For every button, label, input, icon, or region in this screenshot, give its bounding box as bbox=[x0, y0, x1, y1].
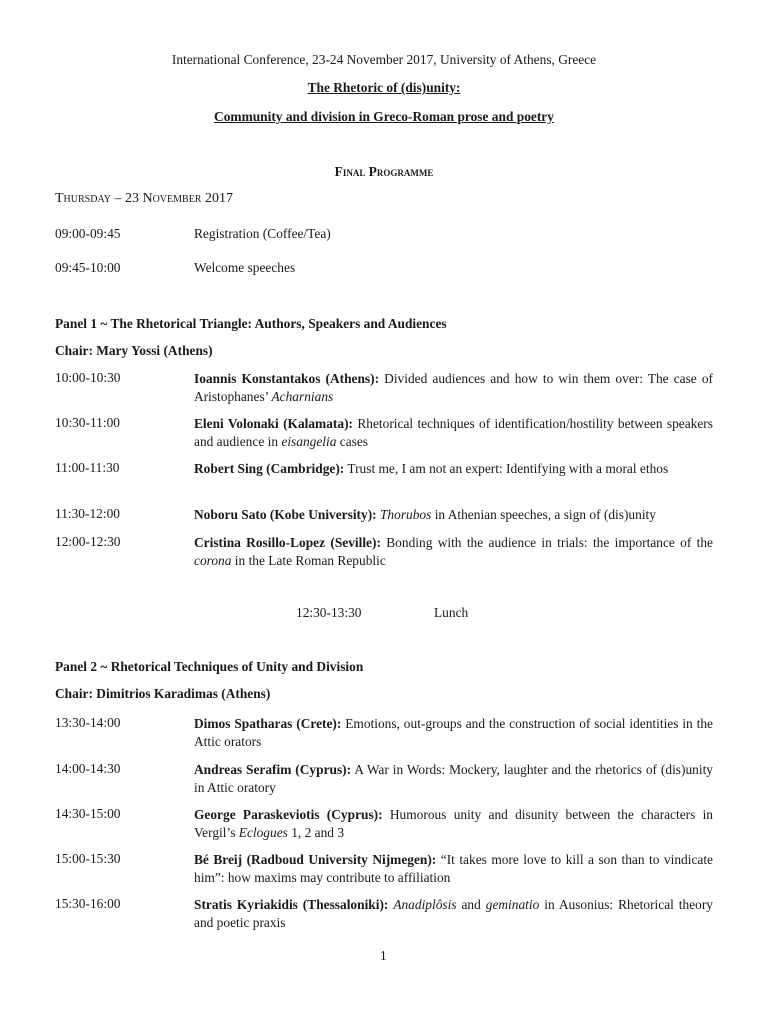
talk-description bbox=[194, 534, 713, 570]
talk-description bbox=[194, 506, 713, 524]
talk-description bbox=[194, 715, 713, 751]
speaker-name: Cristina Rosillo-Lopez (Seville): bbox=[194, 535, 381, 550]
talk-title-end: in the Late Roman Republic bbox=[231, 553, 386, 568]
talk-title-italic: Anadiplôsis bbox=[393, 897, 457, 912]
event-label: Lunch bbox=[434, 605, 469, 620]
speaker-name: Noboru Sato (Kobe University): bbox=[194, 507, 377, 522]
talk-description bbox=[194, 415, 713, 451]
time-slot: 14:30-15:00 bbox=[55, 806, 121, 821]
time-slot: 10:00-10:30 bbox=[55, 370, 121, 385]
talk-title-italic: Eclogues bbox=[238, 825, 288, 840]
time-slot: 11:30-12:00 bbox=[55, 506, 120, 521]
speaker-name: Eleni Volonaki (Kalamata): bbox=[194, 416, 353, 431]
time-slot: 09:45-10:00 bbox=[55, 260, 121, 275]
time-slot: 11:00-11:30 bbox=[55, 460, 120, 475]
panel-title: Panel 2 ~ Rhetorical Techniques of Unity and Division bbox=[55, 659, 364, 674]
page-number: 1 bbox=[380, 948, 387, 963]
time-slot: 12:30-13:30 bbox=[296, 605, 362, 620]
document-subtitle: Community and division in Greco-Roman prose and poetry bbox=[214, 109, 554, 124]
day-heading: Thursday – 23 November 2017 bbox=[55, 191, 233, 206]
talk-title-end: in Ausonius: Rhetorical theory and poetic praxis bbox=[194, 897, 713, 930]
panel-chair: Chair: Dimitrios Karadimas (Athens) bbox=[55, 686, 271, 701]
talk-description bbox=[194, 370, 713, 406]
speaker-name: Stratis Kyriakidis (Thessaloniki): bbox=[194, 897, 389, 912]
talk-title-italic: Acharnians bbox=[271, 389, 334, 404]
talk-title: Divided audiences and how to win them over: The case of Aristophanes’ bbox=[194, 371, 713, 404]
conference-line: International Conference, 23-24 November 2017, University of Athens, Greece bbox=[171, 52, 597, 67]
talk-title-end: cases bbox=[336, 434, 369, 449]
talk-title-end: 1, 2 and 3 bbox=[287, 825, 345, 840]
panel-chair: Chair: Mary Yossi (Athens) bbox=[55, 343, 213, 358]
document-title: The Rhetoric of (dis)unity: bbox=[307, 80, 461, 95]
talk-title: Humorous unity and disunity between the characters in Vergil’s bbox=[194, 807, 714, 840]
time-slot: 09:00-09:45 bbox=[55, 226, 121, 241]
talk-description bbox=[194, 761, 713, 797]
talk-title-italic: corona bbox=[194, 553, 232, 568]
time-slot: 13:30-14:00 bbox=[55, 715, 121, 730]
speaker-name: Robert Sing (Cambridge): bbox=[194, 461, 345, 476]
time-slot: 14:00-14:30 bbox=[55, 761, 121, 776]
talk-title-end: in Athenian speeches, a sign of (dis)unity bbox=[431, 507, 656, 522]
talk-title: Emotions, out-groups and the construction of social identities in the Attic orators bbox=[194, 716, 713, 749]
talk-title: Trust me, I am not an expert: Identifying with a moral ethos bbox=[344, 461, 669, 476]
talk-title: Rhetorical techniques of identification/hostility between speakers and audience in bbox=[194, 416, 713, 449]
talk-title: “It takes more love to kill a son than to vindicate him”: how maxims may contribute to affiliation bbox=[194, 852, 713, 885]
speaker-name: Dimos Spatharas (Crete): bbox=[194, 716, 342, 731]
talk-title-italic: eisangelia bbox=[281, 434, 337, 449]
time-slot: 15:00-15:30 bbox=[55, 851, 121, 866]
time-slot: 10:30-11:00 bbox=[55, 415, 120, 430]
speaker-name: Andreas Serafim (Cyprus): bbox=[194, 762, 352, 777]
talk-title: A War in Words: Mockery, laughter and the rhetorics of (dis)unity in Attic oratory bbox=[194, 762, 713, 795]
programme-heading: Final Programme bbox=[334, 164, 434, 179]
panel-title: Panel 1 ~ The Rhetorical Triangle: Authors, Speakers and Audiences bbox=[55, 316, 447, 331]
event-label: Welcome speeches bbox=[194, 260, 296, 275]
talk-description bbox=[194, 460, 713, 478]
talk-description bbox=[194, 851, 713, 887]
talk-description bbox=[194, 806, 713, 842]
speaker-name: Bé Breij (Radboud University Nijmegen): bbox=[194, 852, 437, 867]
event-label: Registration (Coffee/Tea) bbox=[194, 226, 331, 241]
talk-title: Bonding with the audience in trials: the importance of the bbox=[380, 535, 714, 550]
talk-title-italic: Thorubos bbox=[379, 507, 432, 522]
talk-title: and bbox=[456, 897, 486, 912]
time-slot: 15:30-16:00 bbox=[55, 896, 121, 911]
talk-title-italic: geminatio bbox=[485, 897, 540, 912]
time-slot: 12:00-12:30 bbox=[55, 534, 121, 549]
speaker-name: George Paraskeviotis (Cyprus): bbox=[194, 807, 383, 822]
talk-description bbox=[194, 896, 713, 932]
speaker-name: Ioannis Konstantakos (Athens): bbox=[194, 371, 380, 386]
